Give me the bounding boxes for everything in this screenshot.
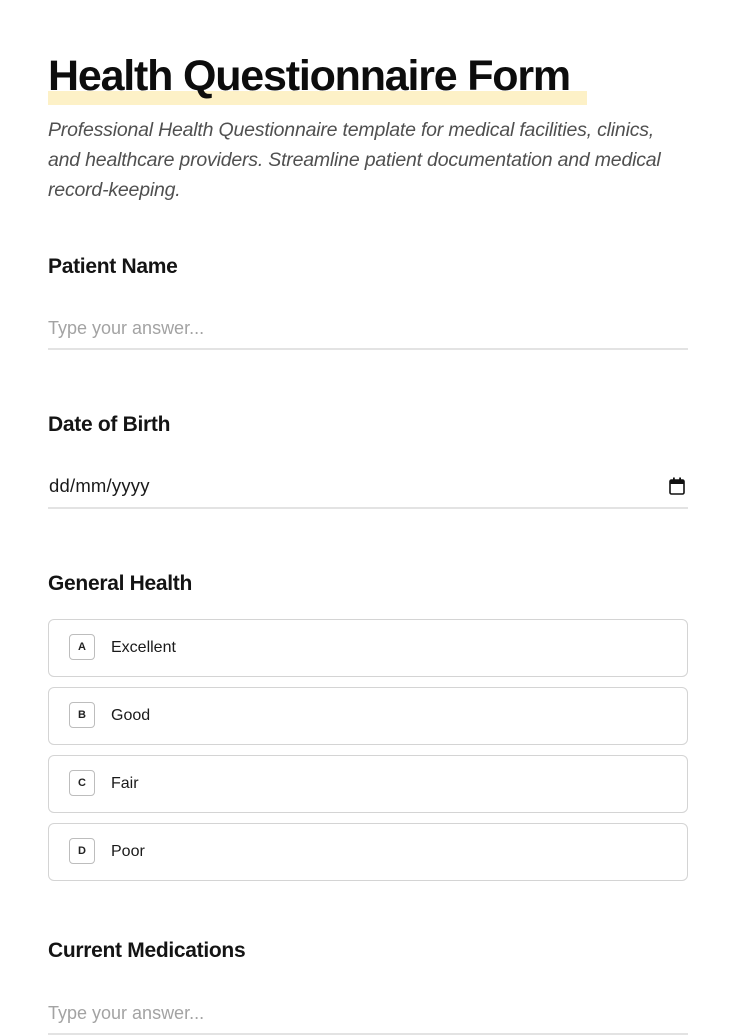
date-of-birth-value: dd/mm/yyyy	[49, 475, 150, 496]
date-of-birth-label: Date of Birth	[48, 413, 171, 436]
current-medications-label: Current Medications	[48, 939, 246, 962]
option-label: Poor	[111, 843, 145, 860]
option-key-badge: A	[69, 634, 95, 660]
general-health-option-poor[interactable]	[48, 823, 688, 881]
option-label: Excellent	[111, 639, 176, 656]
general-health-option-fair[interactable]	[48, 755, 688, 813]
option-label: Fair	[111, 775, 139, 792]
general-health-option-good[interactable]	[48, 687, 688, 745]
general-health-option-excellent[interactable]	[48, 619, 688, 677]
current-medications-input[interactable]	[48, 993, 688, 1035]
page-title: Health Questionnaire Form	[48, 52, 570, 100]
option-key-badge: C	[69, 770, 95, 796]
option-key-badge: B	[69, 702, 95, 728]
form-description: Professional Health Questionnaire template for medical facilities, clinics, and healthcare providers. Streamline patient documentation and medical record-keeping.	[48, 119, 661, 201]
patient-name-label: Patient Name	[48, 255, 178, 278]
calendar-icon[interactable]	[669, 477, 685, 495]
option-label: Good	[111, 707, 151, 724]
patient-name-input[interactable]	[48, 308, 688, 350]
general-health-label: General Health	[48, 572, 193, 595]
date-of-birth-input[interactable]	[48, 467, 688, 509]
option-key-badge: D	[69, 838, 95, 864]
